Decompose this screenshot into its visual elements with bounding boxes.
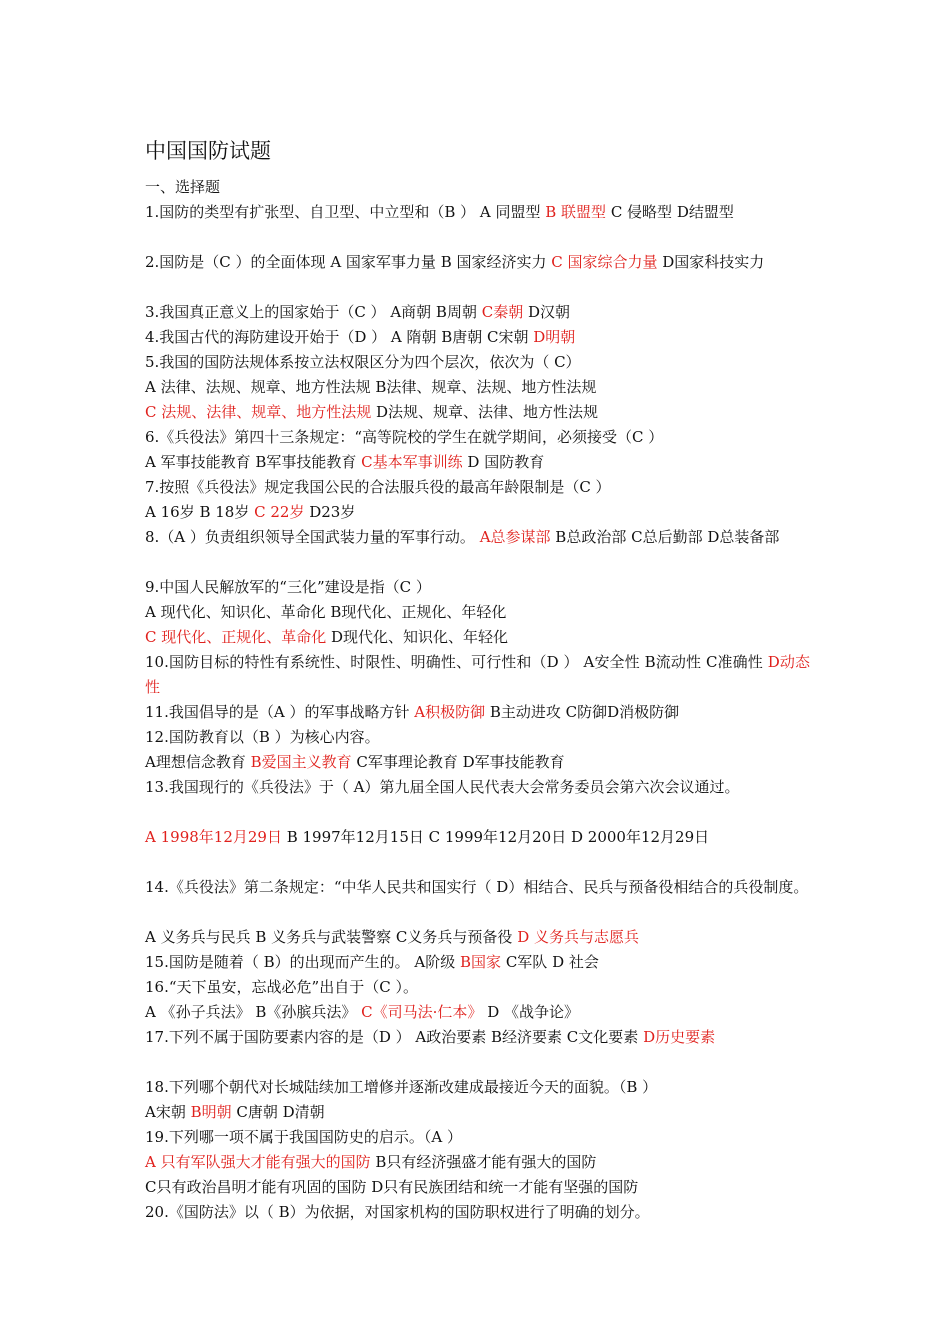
answer-highlight: B爱国主义教育: [250, 753, 352, 771]
question-19-options-ab: A 只有军队强大才能有强大的国防 B只有经济强盛才能有强大的国防: [145, 1153, 597, 1171]
question-8: 8.（A ）负责组织领导全国武装力量的军事行动。 A总参谋部 B总政治部 C总后勤部 D总装备部: [145, 528, 780, 546]
answer-highlight: A总参谋部: [479, 528, 551, 546]
question-17: 17.下列不属于国防要素内容的是（D ） A政治要素 B经济要素 C文化要素 D历史要素: [145, 1028, 716, 1046]
question-6: 6.《兵役法》第四十三条规定：“高等院校的学生在就学期间，必须接受（C ）: [145, 428, 664, 446]
question-6-options: A 军事技能教育 B军事技能教育 C基本军事训练 D 国防教育: [145, 453, 545, 471]
answer-highlight: C 现代化、正规化、革命化: [145, 628, 327, 646]
answer-highlight: A积极防御: [414, 703, 486, 721]
question-18: 18.下列哪个朝代对长城陆续加工增修并逐渐改建成最接近今天的面貌。（B ）: [145, 1078, 658, 1096]
question-16-options: A 《孙子兵法》 B《孙膑兵法》 C《司马法·仁本》 D 《战争论》: [145, 1003, 579, 1021]
question-12-options: A理想信念教育 B爱国主义教育 C军事理论教育 D军事技能教育: [145, 753, 565, 771]
question-13-options: A 1998年12月29日 B 1997年12月15日 C 1999年12月20日 D 2000年12月29日: [145, 828, 710, 846]
answer-highlight: A 只有军队强大才能有强大的国防: [145, 1153, 371, 1171]
answer-highlight: B明朝: [190, 1103, 232, 1121]
question-20: 20.《国防法》以（ B）为依据，对国家机构的国防职权进行了明确的划分。: [145, 1203, 650, 1221]
answer-highlight: C 国家综合力量: [551, 253, 658, 271]
answer-highlight: D明朝: [533, 328, 576, 346]
question-4: 4.我国古代的海防建设开始于（D ） A 隋朝 B唐朝 C宋朝 D明朝: [145, 328, 576, 346]
question-13: 13.我国现行的《兵役法》于（ A）第九届全国人民代表大会常务委员会第六次会议通过。: [145, 778, 740, 796]
question-5-options-cd: C 法规、法律、规章、地方性法规 D法规、规章、法律、地方性法规: [145, 403, 599, 421]
question-14-options: A 义务兵与民兵 B 义务兵与武装警察 C义务兵与预备役 D 义务兵与志愿兵: [145, 928, 639, 946]
question-18-options: A宋朝 B明朝 C唐朝 D清朝: [145, 1103, 325, 1121]
answer-highlight: C秦朝: [481, 303, 524, 321]
question-5: 5.我国的国防法规体系按立法权限区分为四个层次，依次为（ C）: [145, 353, 581, 371]
question-19-options-cd: C只有政治昌明才能有巩固的国防 D只有民族团结和统一才能有坚强的国防: [145, 1178, 639, 1196]
answer-highlight: B国家: [460, 953, 502, 971]
question-9-options-cd: C 现代化、正规化、革命化 D现代化、知识化、年轻化: [145, 628, 509, 646]
section-heading: 一、选择题: [145, 178, 221, 196]
question-15: 15.国防是随着（ B）的出现而产生的。 A阶级 B国家 C军队 D 社会: [145, 953, 599, 971]
question-7: 7.按照《兵役法》规定我国公民的合法服兵役的最高年龄限制是（C ）: [145, 478, 611, 496]
question-10: 10.国防目标的特性有系统性、时限性、明确性、可行性和（D ） A安全性 B流动性 C准确性 D动态性: [145, 653, 811, 696]
question-1: 1.国防的类型有扩张型、自卫型、中立型和（B ） A 同盟型 B 联盟型 C 侵略型 D结盟型: [145, 203, 734, 221]
question-3: 3.我国真正意义上的国家始于（C ） A商朝 B周朝 C秦朝 D汉朝: [145, 303, 570, 321]
question-5-options-ab: A 法律、法规、规章、地方性法规 B法律、规章、法规、地方性法规: [145, 378, 597, 396]
answer-highlight: A 1998年12月29日: [145, 828, 282, 846]
question-11: 11.我国倡导的是（A ）的军事战略方针 A积极防御 B主动进攻 C防御D消极防御: [145, 703, 680, 721]
question-14: 14.《兵役法》第二条规定：“中华人民共和国实行（ D）相结合、民兵与预备役相结合的兵役制度。: [145, 878, 809, 896]
answer-highlight: C 22岁: [254, 503, 305, 521]
answer-highlight: B 联盟型: [545, 203, 607, 221]
question-7-options: A 16岁 B 18岁 C 22岁 D23岁: [145, 503, 356, 521]
answer-highlight: C 法规、法律、规章、地方性法规: [145, 403, 372, 421]
question-16: 16.“天下虽安，忘战必危”出自于（C ）。: [145, 978, 418, 996]
question-9-options-ab: A 现代化、知识化、革命化 B现代化、正规化、年轻化: [145, 603, 507, 621]
answer-highlight: D 义务兵与志愿兵: [517, 928, 639, 946]
answer-highlight: C基本军事训练: [361, 453, 463, 471]
question-2: 2.国防是（C ）的全面体现 A 国家军事力量 B 国家经济实力 C 国家综合力量 D国家科技实力: [145, 253, 765, 271]
question-19: 19.下列哪一项不属于我国国防史的启示。（A ）: [145, 1128, 462, 1146]
answer-highlight: D历史要素: [643, 1028, 716, 1046]
question-12: 12.国防教育以（B ）为核心内容。: [145, 728, 380, 746]
question-9: 9.中国人民解放军的“三化”建设是指（C ）: [145, 578, 431, 596]
answer-highlight: C《司马法·仁本》: [361, 1003, 483, 1021]
answer-highlight: D动态性: [145, 653, 811, 696]
page-title: 中国国防试题: [145, 139, 271, 163]
